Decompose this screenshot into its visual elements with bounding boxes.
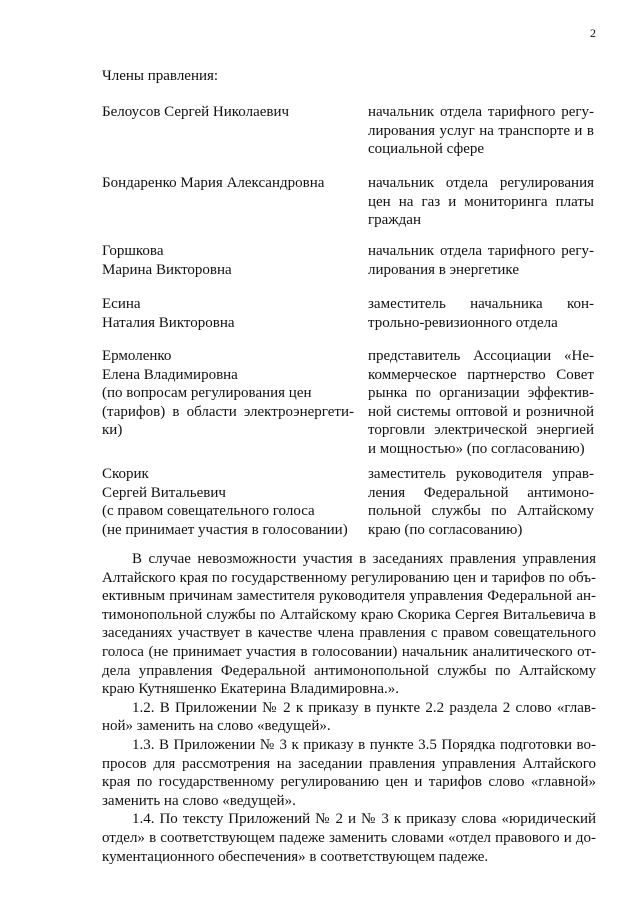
section-title: Члены правления: — [102, 68, 219, 84]
paragraph-line: просов для рассмотрения на заседании правления управления Алтайского — [102, 755, 596, 772]
paragraph-line: края по государственному регулированию цен и тарифов слово «главной» — [102, 774, 596, 791]
paragraph — [102, 736, 596, 810]
paragraph — [102, 550, 596, 699]
member-role — [368, 465, 594, 539]
paragraph-line: отдел» в соответствующем падеже заменить словами «отдел правового и до- — [102, 829, 596, 846]
paragraph-line: Алтайского края по государственному регулированию цен и тарифов по объ- — [102, 569, 596, 586]
member-role — [368, 103, 594, 159]
member-role-line: и мощностью» (по согласованию) — [368, 440, 585, 457]
member-name-line: (не принимает участия в голосовании) — [102, 521, 348, 538]
member-role — [368, 347, 594, 458]
paragraph-line: дела управления Федеральной антимонопольной службы по Алтайскому — [102, 662, 596, 679]
member-role-line: начальник отдела тарифного регу- — [368, 243, 594, 259]
member-role-line: рынка по организации эффектив- — [368, 385, 594, 401]
member-name — [102, 174, 354, 193]
paragraph-line: ективным причинам заместителя руководителя управления Федеральной ан- — [102, 588, 596, 605]
member-role-line: торговли электрической энергией — [368, 422, 594, 438]
member-name-line: Есина — [102, 296, 141, 312]
member-role-line: социальной сфере — [368, 141, 485, 157]
member-name-line: Бондаренко Мария Александровна — [102, 175, 325, 191]
member-role-line: польной службы по Алтайскому — [368, 503, 594, 519]
paragraph-line: тимонопольной службы по Алтайскому краю Скорика Сергея Витальевича в — [102, 606, 596, 623]
member-name-line: Марина Викторовна — [102, 261, 232, 278]
paragraph-line: заменить на слово «ведущей». — [102, 792, 296, 809]
member-role-line: граждан — [368, 212, 421, 228]
member-name — [102, 242, 354, 279]
member-name-line: (с правом совещательного голоса — [102, 503, 315, 519]
member-role — [368, 242, 594, 279]
member-role-line: трольно-ревизионного отдела — [368, 314, 558, 331]
member-name — [102, 347, 354, 440]
page-number: 2 — [590, 26, 596, 40]
paragraph-line: заседаниях участвует в качестве члена правления с правом совещательного — [102, 625, 596, 642]
member-role-line: начальник отдела регулирования — [368, 175, 594, 191]
member-role-line: начальник отдела тарифного регу- — [368, 104, 594, 120]
member-name — [102, 103, 354, 122]
paragraph-line: 1.3. В Приложении № 3 к приказу в пункте 3.5 Порядка подготовки во- — [132, 736, 596, 753]
member-name-line: ки) — [102, 422, 123, 438]
member-name — [102, 295, 354, 332]
paragraph — [102, 810, 596, 866]
member-name — [102, 465, 354, 539]
member-role-line: заместитель руководителя управ- — [368, 466, 594, 482]
member-role — [368, 174, 594, 230]
paragraph-line: В случае невозможности участия в заседаниях правления управления — [132, 551, 596, 567]
member-role — [368, 295, 594, 332]
member-role-line: коммерческое партнерство Совет — [368, 366, 594, 383]
member-name-line: Белоусов Сергей Николаевич — [102, 104, 290, 120]
member-role-line: лирования услуг на транспорте и в — [368, 122, 594, 139]
member-name-line: Сергей Витальевич — [102, 484, 226, 501]
member-name-line: Ермоленко — [102, 348, 172, 364]
body-text — [102, 550, 596, 866]
member-role-line: цен на газ и мониторинга платы — [368, 193, 594, 210]
paragraph-line: 1.2. В Приложении № 2 к приказу в пункте 2.2 раздела 2 слово «глав- — [132, 699, 596, 716]
member-role-line: ной системы оптовой и розничной — [368, 403, 594, 420]
paragraph-line: ной» заменить на слово «ведущей». — [102, 718, 331, 735]
paragraph-line: голоса (не принимает участия в голосовании) начальник аналитического от- — [102, 643, 596, 660]
member-name-line: Скорик — [102, 466, 149, 482]
member-name-line: (по вопросам регулирования цен — [102, 385, 312, 401]
member-name-line: (тарифов) в области электроэнергети- — [102, 403, 354, 420]
member-role-line: представитель Ассоциации «Не- — [368, 348, 594, 364]
member-role-line: лирования в энергетике — [368, 261, 519, 278]
paragraph-line: кументационного обеспечения» в соответствующем падеже. — [102, 848, 489, 865]
member-name-line: Елена Владимировна — [102, 366, 238, 383]
member-role-line: краю (по согласованию) — [368, 521, 523, 538]
member-name-line: Горшкова — [102, 243, 164, 259]
member-role-line: заместитель начальника кон- — [368, 296, 594, 312]
member-name-line: Наталия Викторовна — [102, 314, 235, 331]
paragraph — [102, 699, 596, 736]
member-role-line: ления Федеральной антимоно- — [368, 484, 594, 501]
paragraph-line: 1.4. По тексту Приложений № 2 и № 3 к приказу слова «юридический — [132, 811, 596, 828]
paragraph-line: краю Кутняшенко Екатерина Владимировна.». — [102, 681, 400, 698]
